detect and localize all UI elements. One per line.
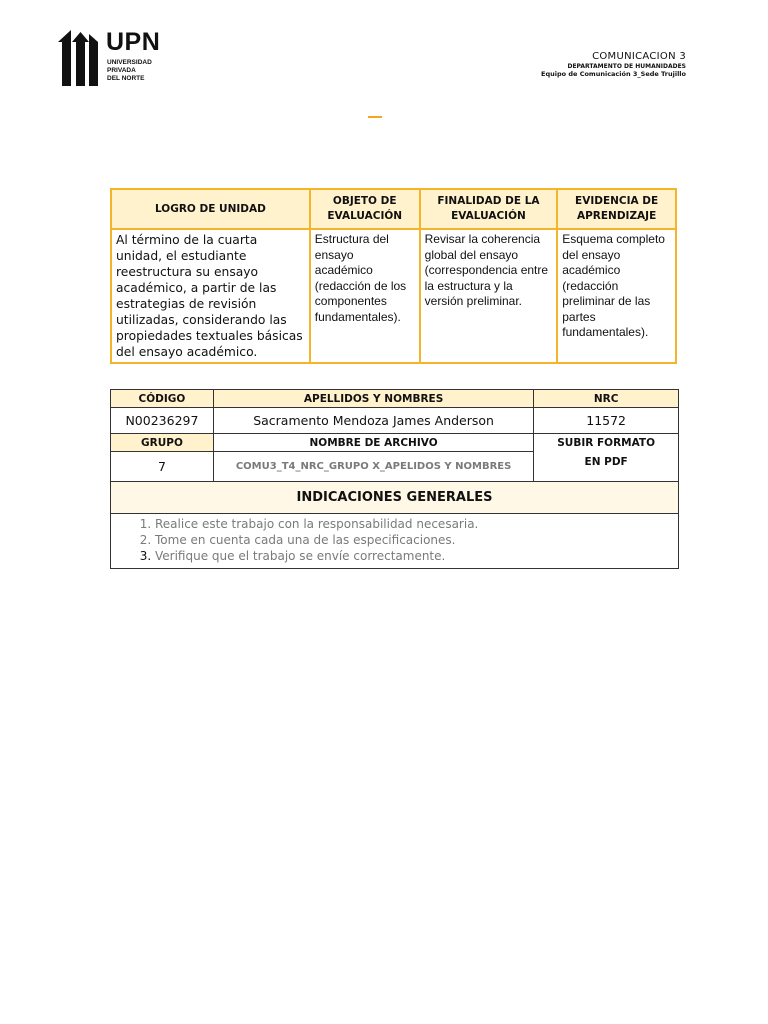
indicacion-item: 2. Tome en cuenta cada una de las especificaciones. [155,532,678,548]
grupo-value: 7 [111,452,214,482]
formato-label: SUBIR FORMATO [534,434,679,452]
indicaciones-list-row [111,513,679,568]
header-objeto: OBJETO DE EVALUACIÓN [310,189,420,229]
indicaciones-title-row [111,481,679,513]
logo-line-2: PRIVADA [107,67,136,74]
indicaciones-title: INDICACIONES GENERALES [111,481,679,513]
indicaciones-list [111,516,678,564]
archivo-label: NOMBRE DE ARCHIVO [213,434,533,452]
nrc-value: 11572 [534,408,679,434]
nombres-value: Sacramento Mendoza James Anderson [213,408,533,434]
group-value-row [111,452,679,482]
indicacion-item: 1. Realice este trabajo con la responsabilidad necesaria. [155,516,678,532]
group-header-row [111,434,679,452]
header-evidencia: EVIDENCIA DE APRENDIZAJE [557,189,676,229]
evaluation-header-row [111,189,676,229]
document-header [541,51,686,78]
department-name: DEPARTAMENTO DE HUMANIDADES [567,63,686,70]
grupo-label: GRUPO [111,434,214,452]
indicaciones-list-cell [111,513,679,568]
logo-brand: UPN [106,28,161,56]
student-table [110,389,679,569]
logo-line-3: DEL NORTE [107,75,145,82]
cell-objeto: Estructura del ensayo académico (redacción de los componentes fundamentales). [310,229,420,363]
upn-logo-icon [58,30,104,86]
cell-logro: Al término de la cuarta unidad, el estudiante reestructura su ensayo académico, a partir de las estrategias de revisión utilizadas, considerando las propiedades textuales básicas del ensayo académico. [111,229,310,363]
nrc-label: NRC [534,390,679,408]
logo-line-1: UNIVERSIDAD [107,59,152,66]
header-logro: LOGRO DE UNIDAD [111,189,310,229]
team-name: Equipo de Comunicación 3_Sede Trujillo [541,70,686,78]
course-title: COMUNICACION 3 [592,51,686,62]
evaluation-row [111,229,676,363]
codigo-label: CÓDIGO [111,390,214,408]
student-value-row [111,408,679,434]
nombres-label: APELLIDOS Y NOMBRES [213,390,533,408]
header-finalidad: FINALIDAD DE LA EVALUACIÓN [420,189,558,229]
student-header-row [111,390,679,408]
indicacion-item: 3. Verifique que el trabajo se envíe correctamente. [155,548,678,564]
evaluation-table [110,188,677,364]
archivo-value: COMU3_T4_NRC_GRUPO X_APELIDOS Y NOMBRES [213,452,533,482]
decorative-dash [368,116,382,118]
cell-evidencia: Esquema completo del ensayo académico (redacción preliminar de las partes fundamentales). [557,229,676,363]
cell-finalidad: Revisar la coherencia global del ensayo (correspondencia entre la estructura y la versión preliminar. [420,229,558,363]
codigo-value: N00236297 [111,408,214,434]
formato-value: EN PDF [534,452,679,482]
upn-logo [58,30,178,88]
